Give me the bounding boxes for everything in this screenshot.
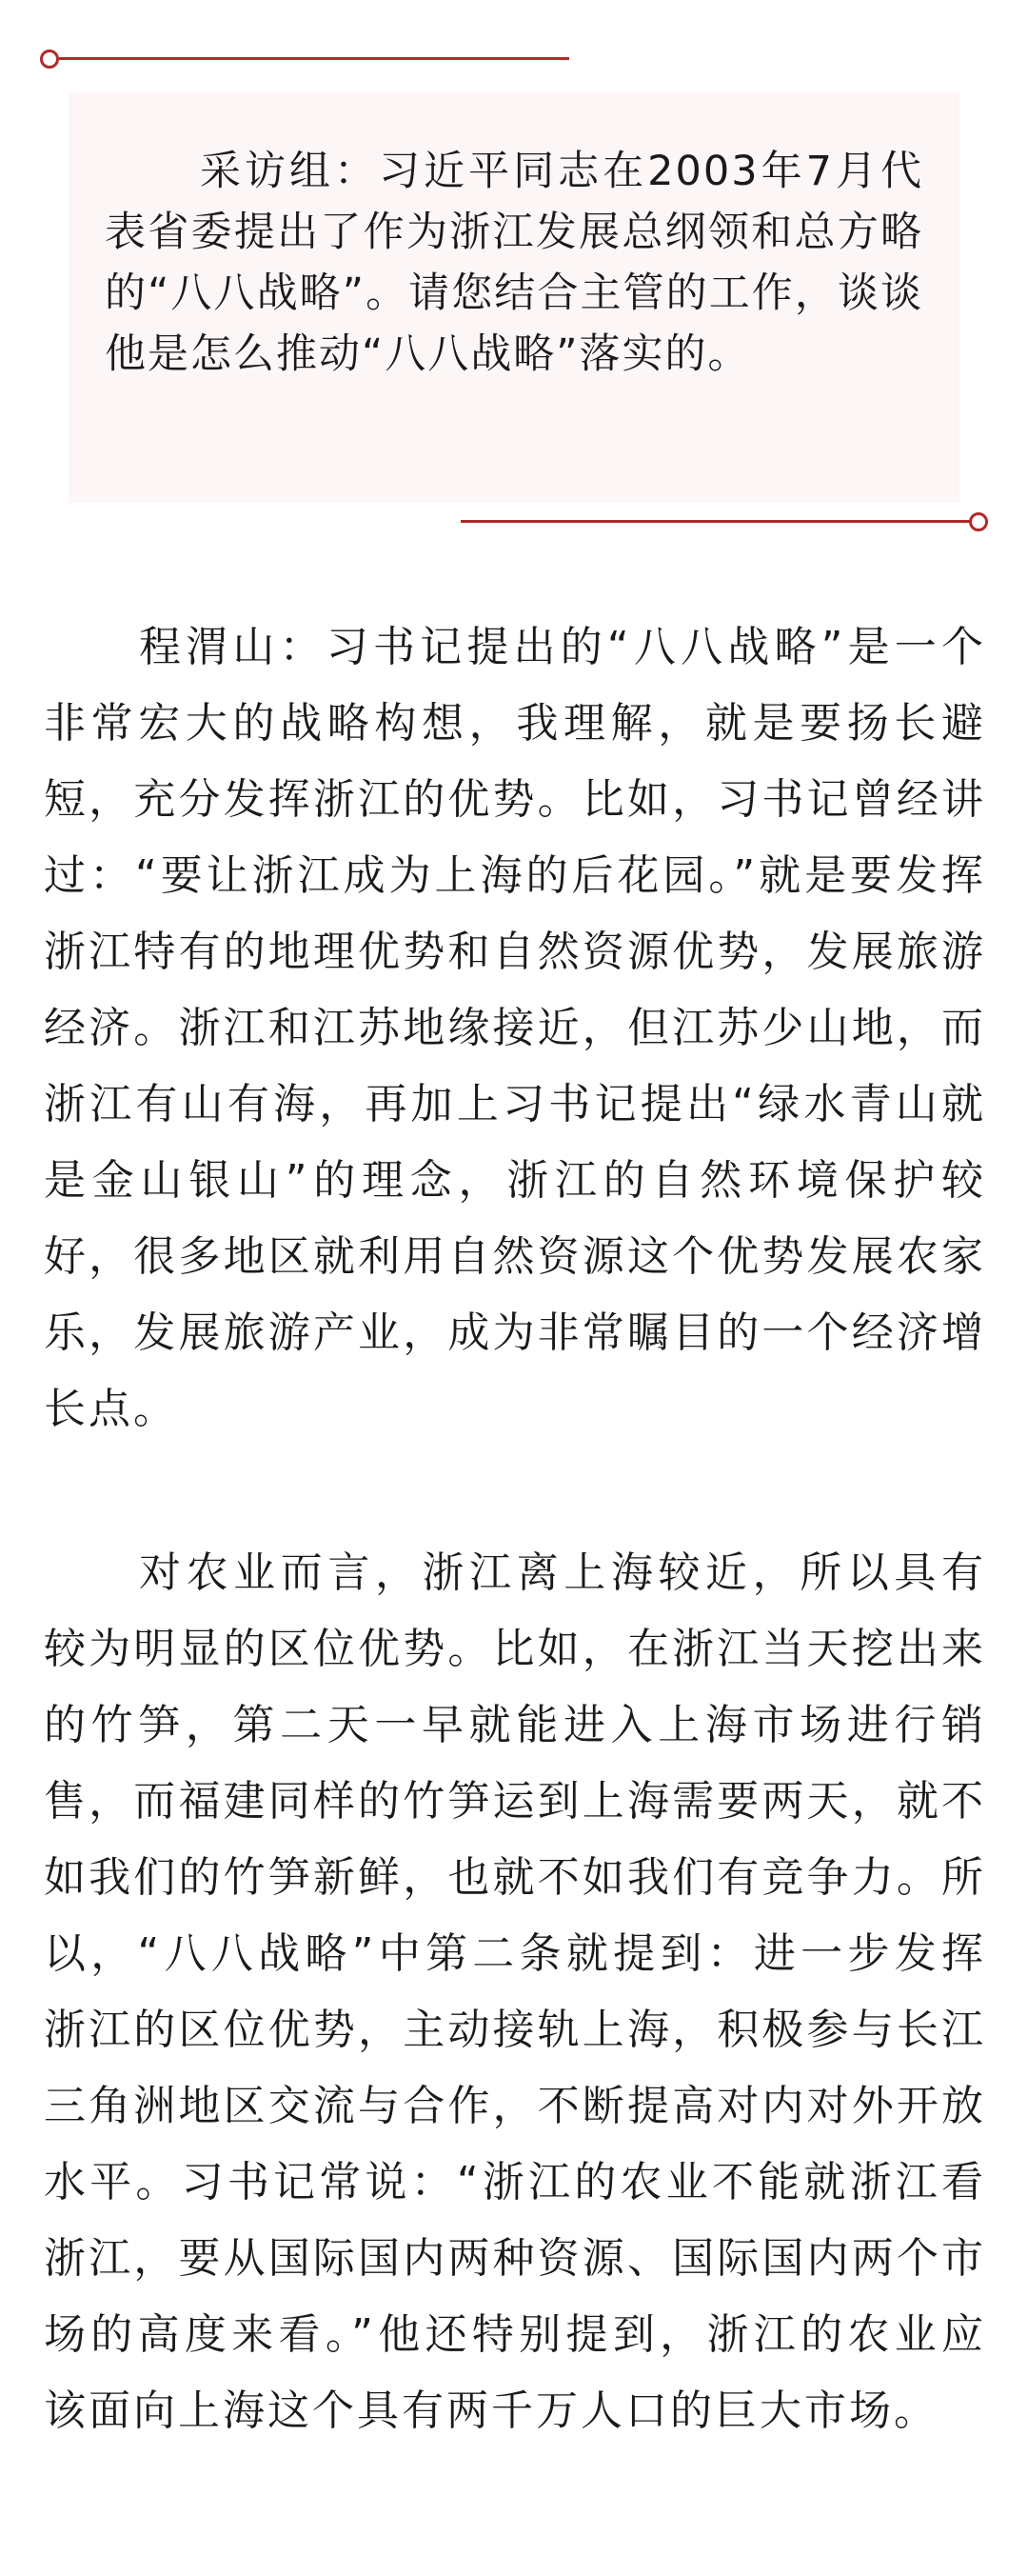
top-divider-line (59, 57, 569, 60)
interview-question-box (69, 91, 959, 503)
answer-paragraph-1: 程渭山：习书记提出的“八八战略”是一个非常宏大的战略构想，我理解，就是要扬长避短，充分发挥浙江的优势。比如，习书记曾经讲过：“要让浙江成为上海的后花园。”就是要发挥浙江特有的地理优势和自然资源优势，发展旅游经济。浙江和江苏地缘接近，但江苏少山地，而浙江有山有海，再加上习书记提出“绿水青山就是金山银山”的理念，浙江的自然环境保护较好，很多地区就利用自然资源这个优势发展农家乐，发展旅游产业，成为非常瞩目的一个经济增长点。 (44, 623, 986, 1433)
bottom-divider-circle (969, 512, 988, 531)
bottom-divider-line (461, 520, 975, 523)
answer-paragraph-2: 对农业而言，浙江离上海较近，所以具有较为明显的区位优势。比如，在浙江当天挖出来的竹笋，第二天一早就能进入上海市场进行销售，而福建同样的竹笋运到上海需要两天，就不如我们的竹笋新鲜，也就不如我们有竞争力。所以，“八八战略”中第二条就提到：进一步发挥浙江的区位优势，主动接轨上海，积极参与长江三角洲地区交流与合作，不断提高对内对外开放水平。习书记常说：“浙江的农业不能就浙江看浙江，要从国际国内两种资源、国际国内两个市场的高度来看。”他还特别提到，浙江的农业应该面向上海这个具有两千万人口的巨大市场。 (44, 1548, 986, 2435)
interview-question-text: 采访组：习近平同志在2003年7月代表省委提出了作为浙江发展总纲领和总方略的“八八战略”。请您结合主管的工作，谈谈他是怎么推动“八八战略”落实的。 (105, 148, 923, 378)
top-divider-circle (40, 50, 59, 69)
